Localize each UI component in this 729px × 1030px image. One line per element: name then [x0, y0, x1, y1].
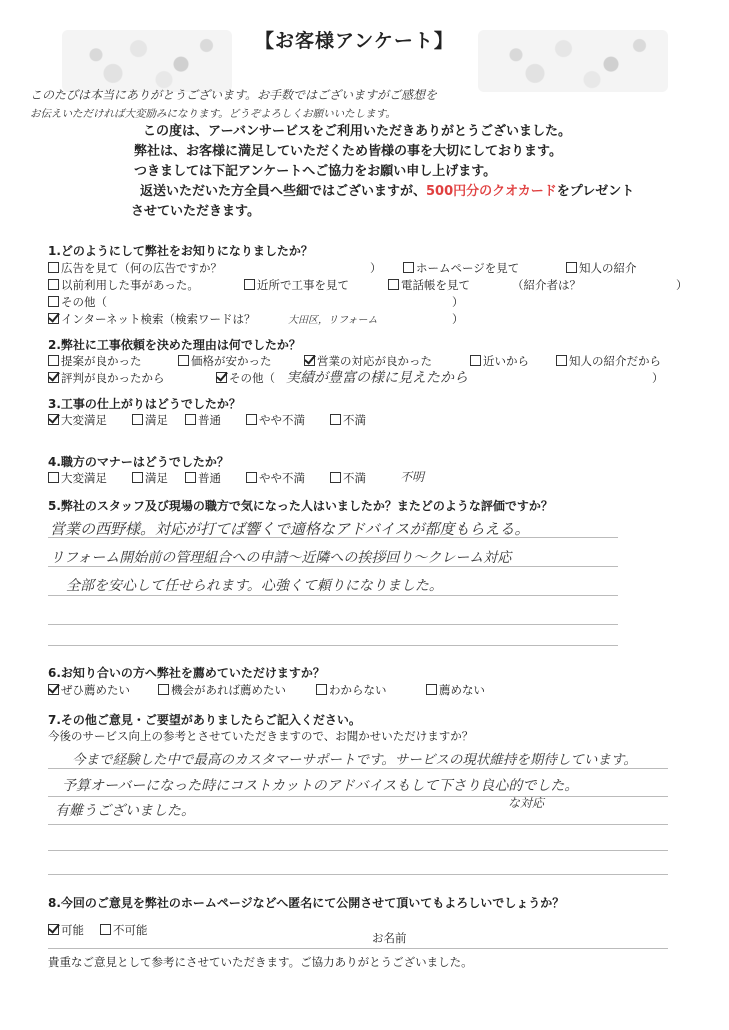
q3-satisfied-checkbox[interactable] [132, 414, 143, 425]
q6-if-chance-label: 機会があれば薦めたい [171, 683, 286, 697]
q5-title: 5.弊社のスタッフ及び現場の職方で気になった人はいましたか？またどのような評価ですか？ [48, 499, 553, 513]
q2-title: 2.弊社に工事依頼を決めた理由は何でしたか？ [48, 338, 301, 352]
q1-other-label: その他（ [61, 295, 107, 309]
q4-satisfied-checkbox[interactable] [132, 472, 143, 483]
blossom-photo-right [478, 30, 668, 92]
q1-phonebook-label: 電話帳を見て [401, 278, 470, 292]
q5-line-4 [48, 624, 618, 625]
q1-row-1 [48, 260, 688, 276]
q6-dont-know-label: わからない [329, 683, 387, 697]
q7-subtitle: 今後のサービス向上の参考とさせていただきますので、お聞かせいただけますか？ [48, 729, 474, 743]
blossom-photo-left [62, 30, 232, 92]
q8-title: 8.今回のご意見を弊社のホームページなどへ匿名にて公開させて頂いてもよろしいでしょうか？ [48, 896, 565, 910]
q4-very-satisfied-checkbox[interactable] [48, 472, 59, 483]
q3-normal-label: 普通 [198, 413, 221, 427]
q2-price-checkbox[interactable] [178, 355, 189, 366]
q1-ad-checkbox[interactable] [48, 262, 59, 273]
q1-referrer-close: ） [676, 278, 688, 292]
q7-line-3 [48, 824, 668, 825]
q6-definitely-label: ぜひ薦めたい [61, 683, 130, 697]
q7-handwritten-1: 今まで経験した中で最高のカスタマーサポートです。サービスの現状維持を期待しています。 [72, 752, 637, 768]
handwritten-intro-2: お伝えいただければ大変励みになります。どうぞよろしくお願いいたします。 [30, 108, 396, 120]
name-line [48, 948, 668, 949]
q1-other-checkbox[interactable] [48, 296, 59, 307]
q3-satisfied-label: 満足 [145, 413, 168, 427]
q1-referral-checkbox[interactable] [566, 262, 577, 273]
q5-line-3 [48, 595, 618, 596]
q3-options [48, 412, 448, 428]
q2-referral-checkbox[interactable] [556, 355, 567, 366]
q2-reputation-checkbox[interactable] [48, 372, 59, 383]
q4-normal-checkbox[interactable] [185, 472, 196, 483]
q6-options [48, 682, 548, 698]
q7-title: 7.その他ご意見・ご要望がありましたらご記入ください。 [48, 713, 361, 727]
q7-handwritten-insert: な対応 [508, 796, 545, 810]
q2-proposal-label: 提案が良かった [61, 354, 142, 368]
q7-line-1 [48, 768, 668, 769]
q1-ad-label: 広告を見て（何の広告ですか？ [61, 261, 222, 275]
q7-handwritten-2: 予算オーバーになった時にコストカットのアドバイスもして下さり良心的でした。 [62, 778, 579, 794]
q8-not-possible-checkbox[interactable] [100, 924, 111, 935]
q2-near-label: 近いから [483, 354, 529, 368]
q1-referral-label: 知人の紹介 [579, 261, 637, 275]
footer-text: 貴重なご意見として参考にさせていただきます。ご協力ありがとうございました。 [48, 955, 473, 969]
q1-nearby-label: 近所で工事を見て [257, 278, 349, 292]
q5-handwritten-3: 全部を安心して任せられます。心強くて頼りになりました。 [66, 578, 443, 594]
q1-previous-label: 以前利用した事があった。 [61, 278, 199, 292]
q7-line-5 [48, 874, 668, 875]
q2-reputation-label: 評判が良かったから [61, 371, 165, 385]
q1-title: 1.どのようにして弊社をお知りになりましたか？ [48, 244, 313, 258]
q7-line-2 [48, 796, 668, 797]
q8-possible-checkbox[interactable] [48, 924, 59, 935]
q3-unsatisfied-label: 不満 [343, 413, 366, 427]
q2-other-handwritten: 実績が豊富の様に見えたから [286, 370, 468, 386]
q1-ad-close: ） [370, 261, 382, 275]
quo-card-highlight: 500円分のクオカード [426, 184, 557, 199]
q6-dont-know-checkbox[interactable] [316, 684, 327, 695]
q1-search-words-handwritten: 大田区，リフォーム [288, 315, 378, 326]
q4-normal-label: 普通 [198, 471, 221, 485]
q4-unknown-handwritten: 不明 [400, 470, 425, 484]
q3-unsatisfied-checkbox[interactable] [330, 414, 341, 425]
q8-possible-label: 可能 [61, 923, 84, 937]
q3-title: 3.工事の仕上がりはどうでしたか？ [48, 397, 241, 411]
q2-referral-label: 知人の紹介だから [569, 354, 661, 368]
q6-if-chance-checkbox[interactable] [158, 684, 169, 695]
q1-referrer-label: （紹介者は？ [512, 278, 581, 292]
intro-line-4a: 返送いただいた方全員へ些細ではございますが、 [140, 184, 427, 199]
q8-options [48, 922, 248, 938]
q7-line-4 [48, 850, 668, 851]
q5-line-5 [48, 645, 618, 646]
q1-homepage-label: ホームページを見て [416, 261, 520, 275]
q2-sales-label: 営業の対応が良かった [317, 354, 432, 368]
q1-row-4 [48, 311, 688, 327]
q2-near-checkbox[interactable] [470, 355, 481, 366]
q1-internet-close: ） [452, 312, 464, 326]
q2-sales-checkbox[interactable] [304, 355, 315, 366]
q4-somewhat-unsatisfied-label: やや不満 [259, 471, 305, 485]
q6-no-checkbox[interactable] [426, 684, 437, 695]
q6-title: 6.お知り合いの方へ弊社を薦めていただけますか？ [48, 666, 325, 680]
q4-options [48, 470, 468, 486]
q4-very-satisfied-label: 大変満足 [61, 471, 107, 485]
q4-title: 4.職方のマナーはどうでしたか？ [48, 455, 229, 469]
q2-row-2 [48, 370, 708, 386]
intro-line-1: この度は、アーバンサービスをご利用いただきありがとうございました。 [143, 124, 571, 139]
intro-line-5: させていただきます。 [131, 204, 260, 219]
q1-homepage-checkbox[interactable] [403, 262, 414, 273]
q2-other-close: ） [652, 371, 664, 385]
intro-line-4 [140, 182, 634, 202]
q1-other-close: ） [452, 295, 464, 309]
q1-internet-checkbox[interactable] [48, 313, 59, 324]
q3-somewhat-unsatisfied-label: やや不満 [259, 413, 305, 427]
handwritten-intro-1: このたびは本当にありがとうございます。お手数ではございますがご感想を [30, 88, 438, 102]
page-title: 【お客様アンケート】 [255, 30, 454, 52]
q4-unsatisfied-checkbox[interactable] [330, 472, 341, 483]
q4-satisfied-label: 満足 [145, 471, 168, 485]
q2-other-checkbox[interactable] [216, 372, 227, 383]
q1-row-2 [48, 277, 688, 293]
q5-handwritten-2: リフォーム開始前の管理組合への申請～近隣への挨拶回り～クレーム対応 [50, 550, 512, 566]
q2-other-label: その他（ [229, 371, 275, 385]
q3-normal-checkbox[interactable] [185, 414, 196, 425]
q3-very-satisfied-label: 大変満足 [61, 413, 107, 427]
q1-phonebook-checkbox[interactable] [388, 279, 399, 290]
q6-no-label: 薦めない [439, 683, 485, 697]
q8-not-possible-label: 不可能 [113, 923, 148, 937]
q4-somewhat-unsatisfied-checkbox[interactable] [246, 472, 257, 483]
intro-line-3: つきましては下記アンケートへご協力をお願い申し上げます。 [134, 164, 497, 179]
q4-unsatisfied-label: 不満 [343, 471, 366, 485]
q3-very-satisfied-checkbox[interactable] [48, 414, 59, 425]
q2-price-label: 価格が安かった [191, 354, 272, 368]
q1-internet-label: インターネット検索（検索ワードは？ [61, 312, 256, 326]
q7-handwritten-3: 有難うございました。 [55, 803, 195, 819]
q1-nearby-checkbox[interactable] [244, 279, 255, 290]
name-label: お名前 [372, 931, 407, 945]
intro-line-2: 弊社は、お客様に満足していただくため皆様の事を大切にしております。 [134, 144, 562, 159]
q5-handwritten-1: 営業の西野様。対応が打てば響くで適格なアドバイスが都度もらえる。 [50, 520, 530, 538]
q1-previous-checkbox[interactable] [48, 279, 59, 290]
q6-definitely-checkbox[interactable] [48, 684, 59, 695]
q3-somewhat-unsatisfied-checkbox[interactable] [246, 414, 257, 425]
q2-proposal-checkbox[interactable] [48, 355, 59, 366]
q1-row-3 [48, 294, 688, 310]
intro-line-4c: をプレゼント [556, 184, 635, 199]
